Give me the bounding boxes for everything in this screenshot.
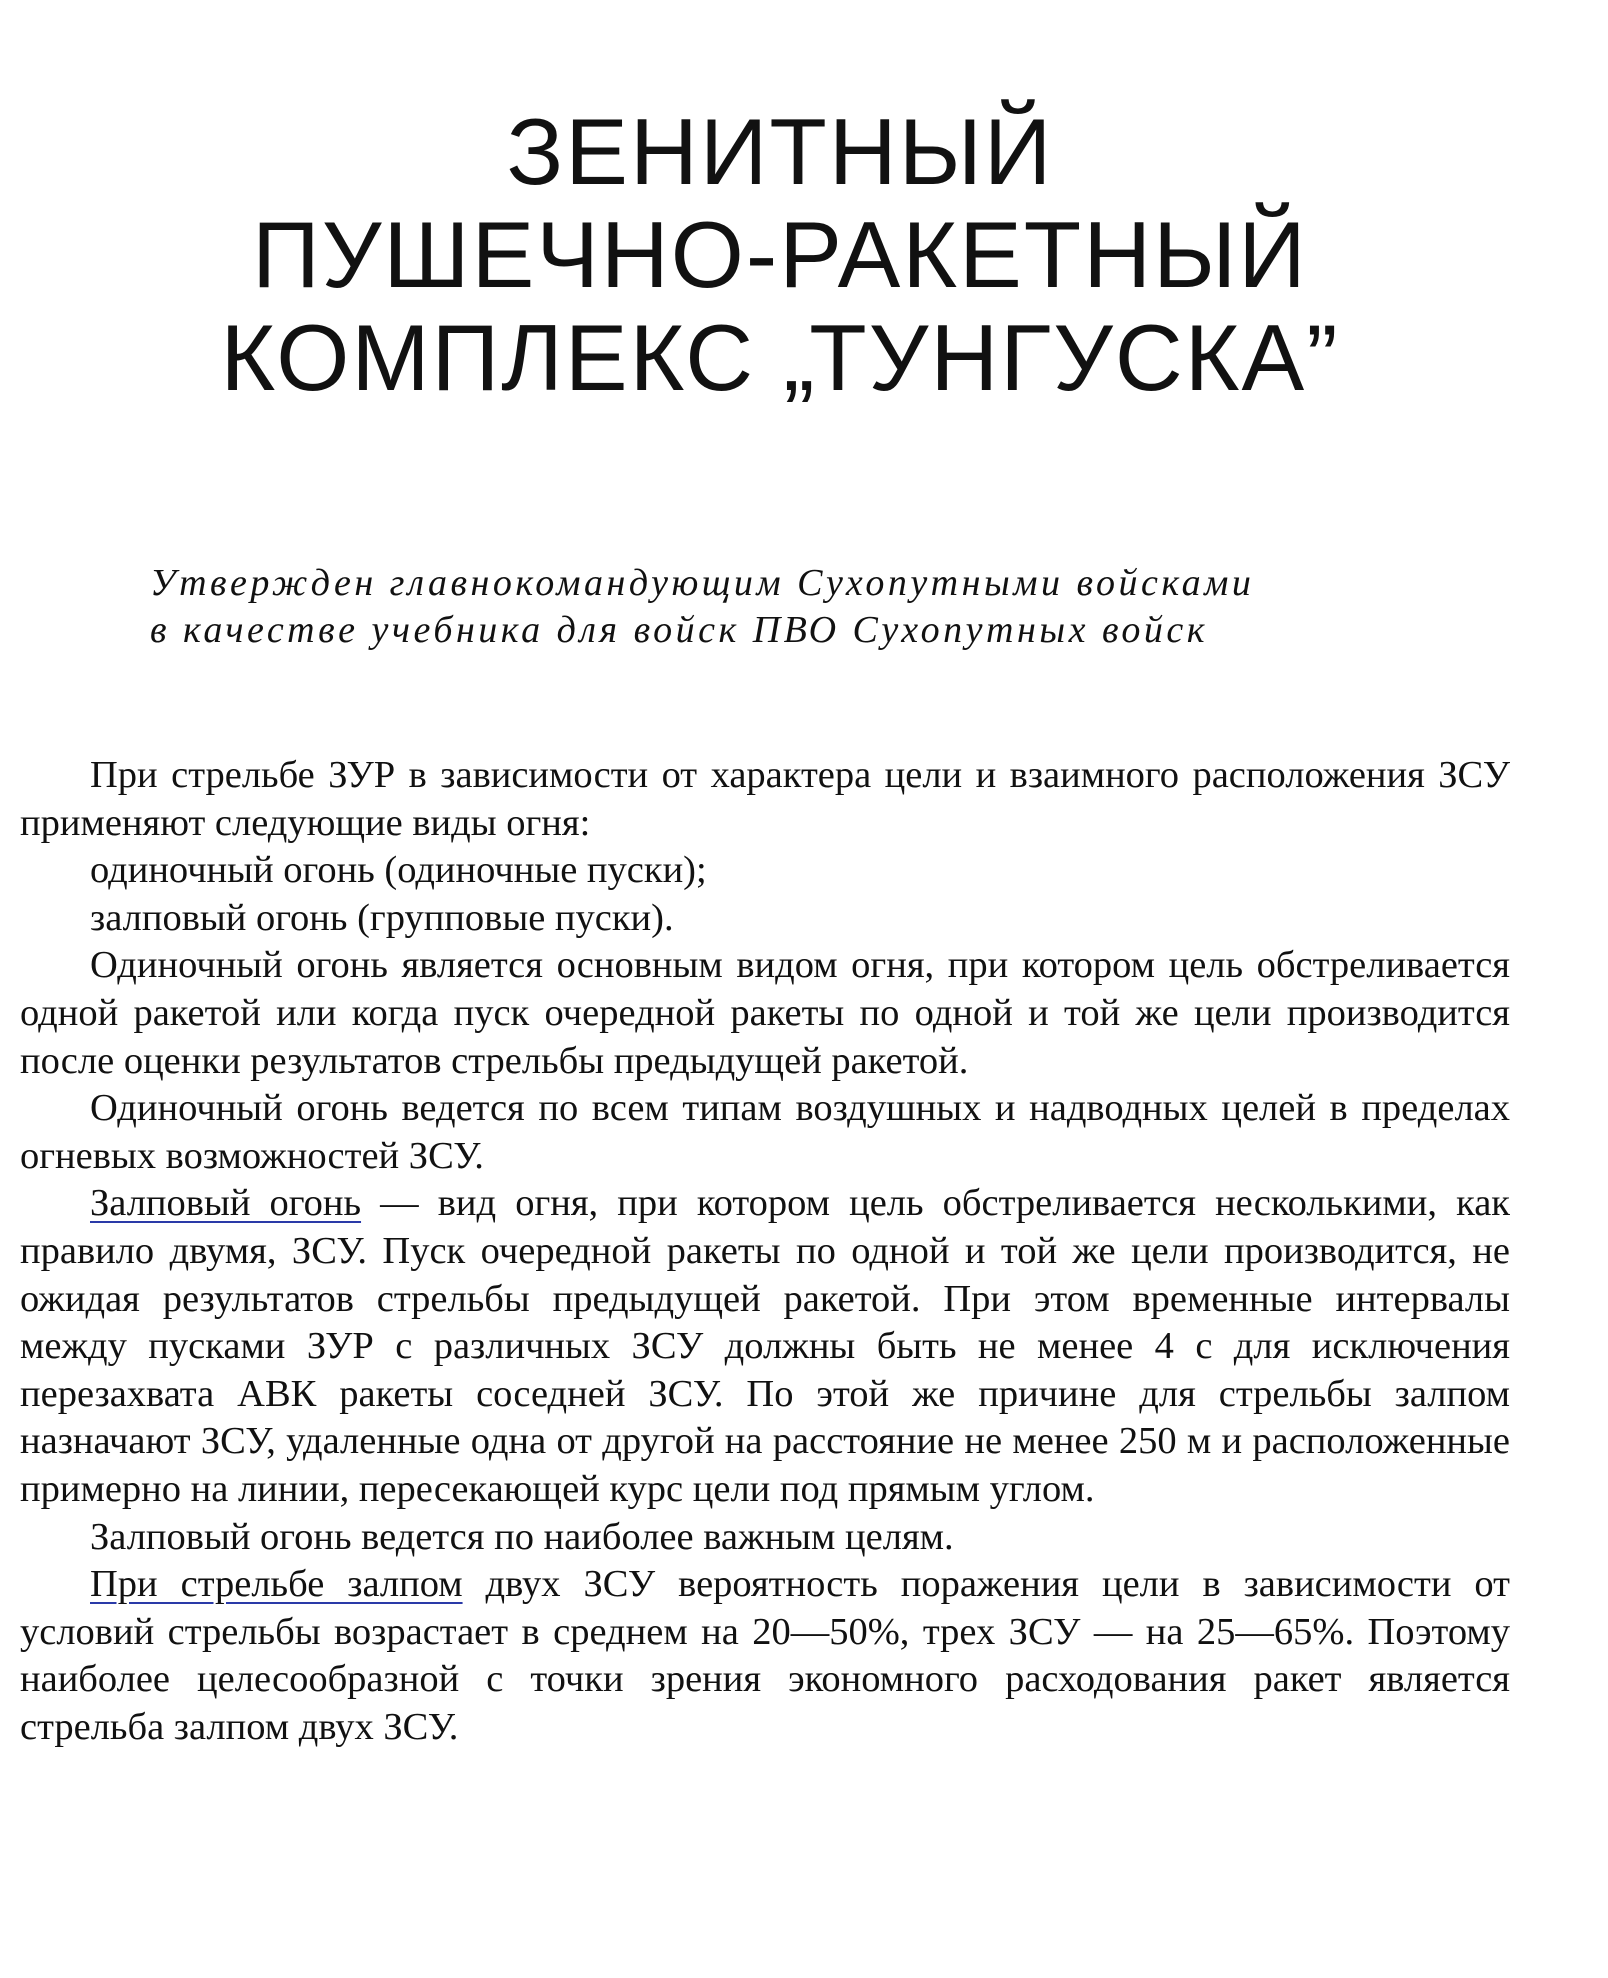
book-title <box>0 100 1560 409</box>
paragraph-salvo-fire-definition <box>20 1180 1510 1513</box>
list-item-single-fire: одиночный огонь (одиночные пуски); <box>90 849 707 892</box>
approval-note-line-1: Утвержден главнокомандующим Сухопутными войсками <box>150 562 1255 604</box>
body-text <box>20 752 1510 1751</box>
title-line-1: ЗЕНИТНЫЙ <box>506 99 1054 204</box>
paragraph-fire-types: При стрельбе ЗУР в зависимости от характера цели и взаимного расположения ЗСУ применяют следующие виды огня: <box>20 754 1510 844</box>
title-line-3: КОМПЛЕКС „ТУНГУСКА” <box>220 305 1340 410</box>
paragraph-single-fire-definition: Одиночный огонь является основным видом огня, при котором цель обстреливается одной ракетой или когда пуск очередной ракеты по одной и той же цели производится после оценки результатов стрельбы предыдущей ракетой. <box>20 944 1510 1082</box>
approval-note-line-2: в качестве учебника для войск ПВО Сухопутных войск <box>150 609 1209 651</box>
approval-note <box>150 560 1420 654</box>
salvo-probability-text: двух ЗСУ вероятность поражения цели в зависимости от условий стрельбы возрастает в среднем на 20—50%, трех ЗСУ — на 25—65%. Поэтому наиболее целесообразной с точки зрения экономного расходования ракет является стрельба залпом двух ЗСУ. <box>20 1563 1510 1748</box>
underlined-term-salvo-shooting: При стрельбе залпом <box>90 1563 463 1606</box>
list-item-salvo-fire: залповый огонь (групповые пуски). <box>90 896 674 939</box>
paragraph-single-fire-targets: Одиночный огонь ведется по всем типам воздушных и надводных целей в пределах огневых возможностей ЗСУ. <box>20 1087 1510 1177</box>
paragraph-salvo-fire-targets: Залповый огонь ведется по наиболее важным целям. <box>90 1515 954 1558</box>
paragraph-salvo-probability <box>20 1561 1510 1751</box>
underlined-term-salvo-fire: Залповый огонь <box>90 1182 362 1225</box>
salvo-fire-definition-text: — вид огня, при котором цель обстреливается несколькими, как правило двумя, ЗСУ. Пуск очередной ракеты по одной и той же цели производится, не ожидая результатов стрельбы предыдущей ракетой. При этом временные интервалы между пусками ЗУР с различных ЗСУ должны быть не менее 4 с для исключения перезахвата АВК ракеты соседней ЗСУ. По этой же причине для стрельбы залпом назначают ЗСУ, удаленные одна от другой на расстояние не менее 250 м и расположенные примерно на линии, пересекающей курс цели под прямым углом. <box>20 1182 1510 1510</box>
title-line-2: ПУШЕЧНО-РАКЕТНЫЙ <box>252 202 1308 307</box>
